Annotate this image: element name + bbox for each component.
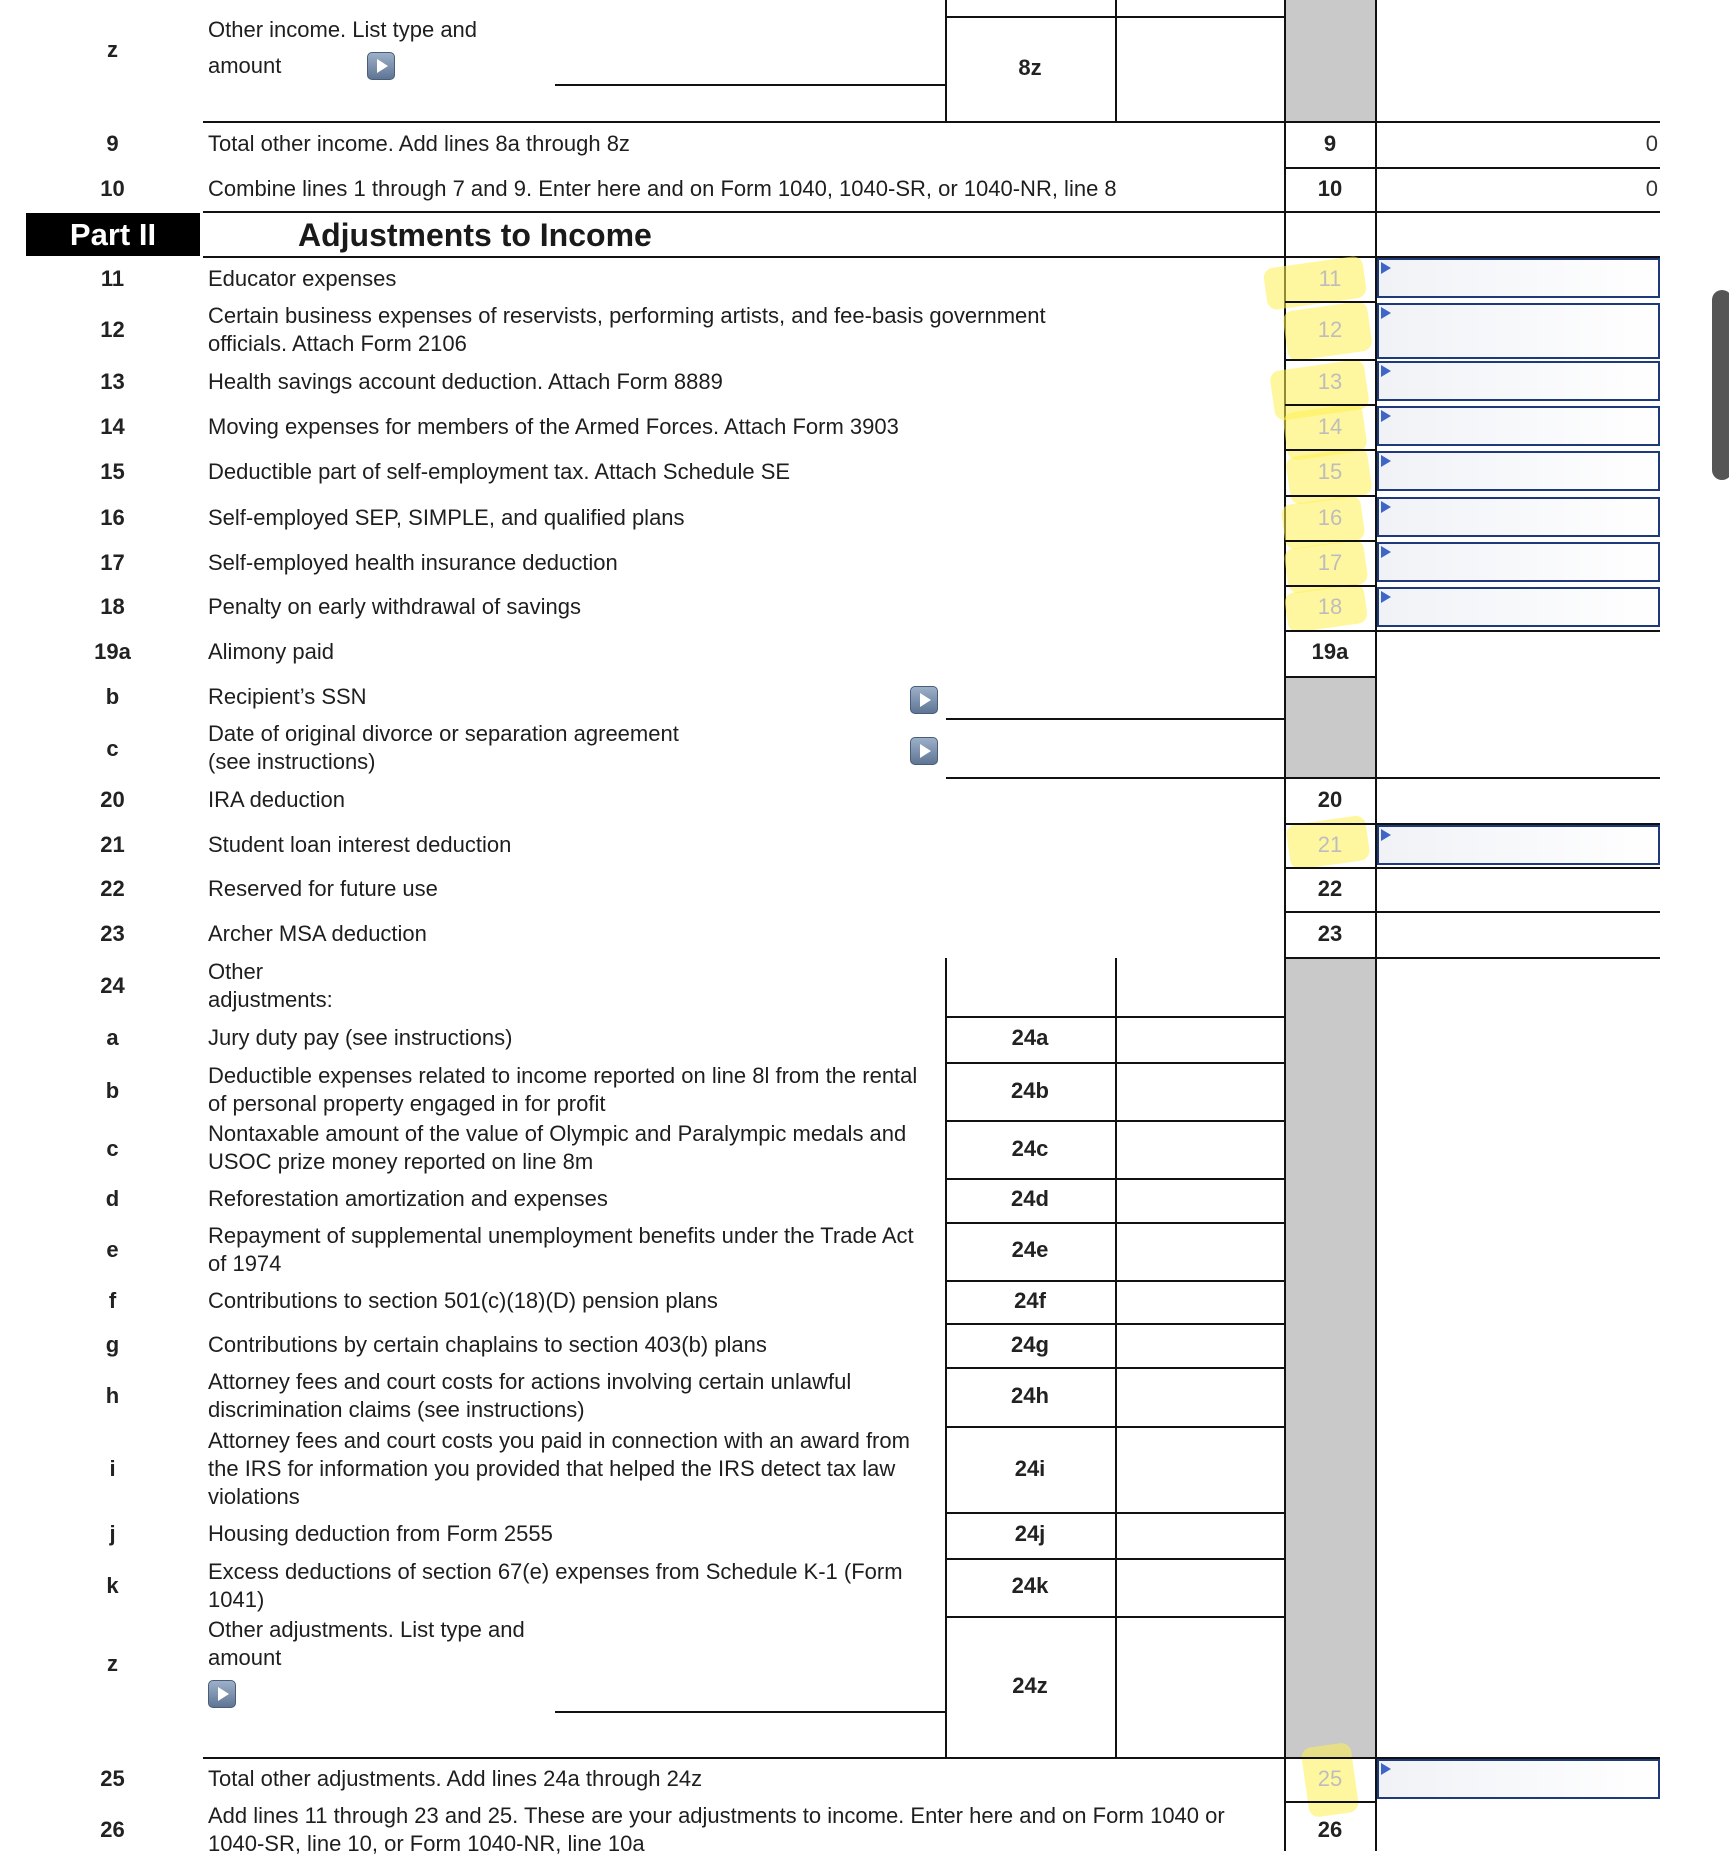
line-description: Excess deductions of section 67(e) expenses from Schedule K-1 (Form: [208, 1559, 903, 1584]
other-adjustments-entry-line[interactable]: [555, 1711, 945, 1713]
line-description: amount: [208, 1645, 282, 1670]
line-number: z: [107, 37, 118, 62]
line-number: 20: [100, 787, 125, 812]
line-description: 1040-SR, line 10, or Form 1040-NR, line 10a: [208, 1831, 645, 1856]
play-arrow-icon[interactable]: [208, 1680, 236, 1708]
box-label: 24h: [1011, 1383, 1049, 1408]
box-label: 17: [1317, 550, 1343, 575]
line-number: 12: [100, 317, 125, 342]
line-description: Student loan interest deduction: [208, 832, 512, 857]
line-description: Reserved for future use: [208, 876, 438, 901]
part-badge: Part II: [26, 213, 200, 256]
box-label: 13: [1317, 369, 1343, 394]
vline-mid-right-24: [1115, 958, 1117, 1758]
line-description: Penalty on early withdrawal of savings: [208, 594, 581, 619]
line-description: Archer MSA deduction: [208, 921, 427, 946]
box-label: 25: [1317, 1766, 1343, 1791]
line-number: 18: [100, 594, 125, 619]
line-number: 25: [100, 1766, 125, 1791]
line-description: Nontaxable amount of the value of Olympic and Paralympic medals and: [208, 1121, 907, 1146]
line-description: of personal property engaged in for profit: [208, 1091, 606, 1116]
rule: [945, 16, 1285, 18]
line-description: discrimination claims (see instructions): [208, 1397, 585, 1422]
box-label: 18: [1317, 594, 1343, 619]
line-number: c: [106, 736, 119, 761]
student-loan-interest-field[interactable]: [1377, 825, 1660, 865]
rule: [1285, 359, 1377, 361]
line-description: Jury duty pay (see instructions): [208, 1025, 513, 1050]
line-description: Add lines 11 through 23 and 25. These are your adjustments to income. Enter here and on Form 1040 or: [208, 1803, 1225, 1828]
line-description: Total other adjustments. Add lines 24a through 24z: [208, 1766, 703, 1791]
line-description: Housing deduction from Form 2555: [208, 1521, 553, 1546]
line-number: 16: [100, 505, 125, 530]
rule: [945, 1512, 1285, 1514]
rule: [203, 211, 1660, 213]
rule: [945, 1120, 1285, 1122]
alimony-amount[interactable]: [1377, 632, 1660, 676]
line-description: Attorney fees and court costs for actions involving certain unlawful: [208, 1369, 852, 1394]
line-number: k: [106, 1573, 119, 1598]
line-description: Recipient’s SSN: [208, 684, 367, 709]
vline-mid-right-top: [1115, 0, 1117, 122]
line-number: h: [105, 1383, 120, 1408]
line-description: Self-employed SEP, SIMPLE, and qualified plans: [208, 505, 685, 530]
play-arrow-icon[interactable]: [367, 52, 395, 80]
rule: [1285, 167, 1660, 169]
line-description: officials. Attach Form 2106: [208, 331, 467, 356]
box-label: 22: [1317, 876, 1343, 901]
line-description: adjustments:: [208, 987, 333, 1012]
rule: [945, 1280, 1285, 1282]
rule: [1285, 404, 1377, 406]
line-description: Reforestation amortization and expenses: [208, 1186, 608, 1211]
rule: [1285, 495, 1377, 497]
rule: [945, 1178, 1285, 1180]
line-number: 23: [100, 921, 125, 946]
line-number: 9: [106, 131, 119, 156]
line-description: 1041): [208, 1587, 265, 1612]
line-description: Deductible part of self-employment tax. Attach Schedule SE: [208, 459, 791, 484]
line-number: 22: [100, 876, 125, 901]
line-description: amount: [208, 53, 282, 78]
line-description: Self-employed health insurance deduction: [208, 550, 618, 575]
box-label: 21: [1317, 832, 1343, 857]
play-arrow-icon[interactable]: [910, 737, 938, 765]
line-number: 14: [100, 414, 125, 439]
line-description: Moving expenses for members of the Armed Forces. Attach Form 3903: [208, 414, 899, 439]
box-label: 11: [1318, 266, 1342, 291]
rule: [1285, 301, 1377, 303]
rule: [945, 1367, 1285, 1369]
line-number: a: [106, 1025, 119, 1050]
line-description: Deductible expenses related to income reported on line 8l from the rental: [208, 1063, 918, 1088]
box-label: 12: [1317, 317, 1343, 342]
rule: [1285, 540, 1377, 542]
rule: [1285, 911, 1660, 913]
health-insurance-field[interactable]: [1377, 542, 1660, 582]
line-description: Alimony paid: [208, 639, 334, 664]
line-number: c: [106, 1136, 119, 1161]
line-description: of 1974: [208, 1251, 282, 1276]
box-label: 24b: [1011, 1078, 1049, 1103]
moving-expenses-field[interactable]: [1377, 406, 1660, 446]
line-number: d: [105, 1186, 120, 1211]
gray-column-24: [1285, 958, 1375, 1758]
line-number: 17: [100, 550, 125, 575]
rule: [1285, 585, 1377, 587]
box-label: 9: [1323, 131, 1337, 156]
play-arrow-icon[interactable]: [910, 686, 938, 714]
line-description: Repayment of supplemental unemployment benefits under the Trade Act: [208, 1223, 914, 1248]
box-label: 16: [1317, 505, 1343, 530]
box-label: 24e: [1011, 1237, 1049, 1262]
amount-value[interactable]: 0: [1645, 176, 1658, 201]
line-description: Other: [208, 959, 264, 984]
line-description: Certain business expenses of reservists, performing artists, and fee-basis government: [208, 303, 1046, 328]
line-number: 15: [100, 459, 125, 484]
line-number: 11: [100, 266, 125, 291]
rule: [1285, 867, 1660, 869]
rule: [945, 1558, 1285, 1560]
total-other-adjustments-field[interactable]: [1377, 1759, 1660, 1799]
box-label: 24k: [1011, 1573, 1049, 1598]
line-number: z: [107, 1651, 118, 1676]
line-description: Health savings account deduction. Attach Form 8889: [208, 369, 723, 394]
rule: [945, 1222, 1285, 1224]
rule: [1285, 957, 1660, 959]
line-number: 10: [100, 176, 125, 201]
line-number: b: [105, 684, 120, 709]
part-title: Adjustments to Income: [298, 217, 652, 253]
line-number: 13: [100, 369, 125, 394]
line-number: j: [109, 1521, 116, 1546]
box-label: 15: [1317, 459, 1343, 484]
box-label: 8z: [1018, 55, 1042, 80]
hsa-deduction-field[interactable]: [1377, 361, 1660, 401]
line-number: i: [109, 1456, 116, 1481]
box-label: 24i: [1014, 1456, 1046, 1481]
line-number: 19a: [94, 639, 131, 664]
box-label: 14: [1317, 414, 1343, 439]
self-employment-tax-field[interactable]: [1377, 451, 1660, 491]
line-number: f: [108, 1288, 117, 1313]
line-description: Other income. List type and: [208, 17, 478, 42]
rule: [945, 1323, 1285, 1325]
line-number: 21: [100, 832, 125, 857]
line-description: the IRS for information you provided that helped the IRS detect tax law: [208, 1456, 896, 1481]
rule: [945, 1062, 1285, 1064]
box-label: 26: [1317, 1817, 1343, 1842]
line-description: Attorney fees and court costs you paid in connection with an award from: [208, 1428, 910, 1453]
rule: [945, 1616, 1285, 1618]
rule: [1285, 449, 1377, 451]
gray-column-19: [1285, 676, 1375, 778]
box-label: 24d: [1011, 1186, 1049, 1211]
box-label: 24z: [1012, 1673, 1048, 1698]
line-number: g: [105, 1332, 120, 1357]
box-label: 24a: [1011, 1025, 1049, 1050]
line-description: Educator expenses: [208, 266, 397, 291]
line-description: IRA deduction: [208, 787, 345, 812]
line-number: e: [106, 1237, 119, 1262]
box-label: 24f: [1014, 1288, 1046, 1313]
jury-duty-amount[interactable]: [1117, 1018, 1284, 1062]
rule: [203, 121, 1660, 123]
rule: [945, 1426, 1285, 1428]
line-number: b: [105, 1078, 120, 1103]
scroll-handle[interactable]: [1712, 290, 1729, 480]
line-description: Date of original divorce or separation agreement: [208, 721, 679, 746]
line-description: Contributions to section 501(c)(18)(D) pension plans: [208, 1288, 718, 1313]
line-description: Total other income. Add lines 8a through 8z: [208, 131, 630, 156]
line-description: Combine lines 1 through 7 and 9. Enter here and on Form 1040, 1040-SR, or 1040-NR, line 8: [208, 176, 1117, 201]
sep-simple-field[interactable]: [1377, 497, 1660, 537]
amount-value[interactable]: 0: [1645, 131, 1658, 156]
box-label: 24g: [1011, 1332, 1049, 1357]
line-description: (see instructions): [208, 749, 376, 774]
line-number: 26: [100, 1817, 125, 1842]
box-label: 23: [1317, 921, 1343, 946]
line-description: USOC prize money reported on line 8m: [208, 1149, 594, 1174]
box-label: 19a: [1311, 639, 1349, 664]
divorce-date-input-line[interactable]: [946, 777, 1660, 779]
box-label: 20: [1317, 787, 1343, 812]
line-number: 24: [100, 973, 125, 998]
other-income-entry-line[interactable]: [555, 84, 945, 86]
educator-expenses-field[interactable]: [1377, 258, 1660, 298]
business-expenses-field[interactable]: [1377, 303, 1660, 359]
line-description: violations: [208, 1484, 300, 1509]
line-description: Other adjustments. List type and: [208, 1617, 525, 1642]
line-description: Contributions by certain chaplains to section 403(b) plans: [208, 1332, 767, 1357]
rule: [1285, 1801, 1377, 1803]
recipient-ssn-input-line[interactable]: [946, 718, 1285, 720]
box-label: 24c: [1011, 1136, 1049, 1161]
gray-column-top: [1285, 0, 1375, 122]
early-withdrawal-field[interactable]: [1377, 587, 1660, 627]
rule: [1285, 676, 1377, 678]
box-label: 24j: [1014, 1521, 1046, 1546]
box-label: 10: [1317, 176, 1343, 201]
